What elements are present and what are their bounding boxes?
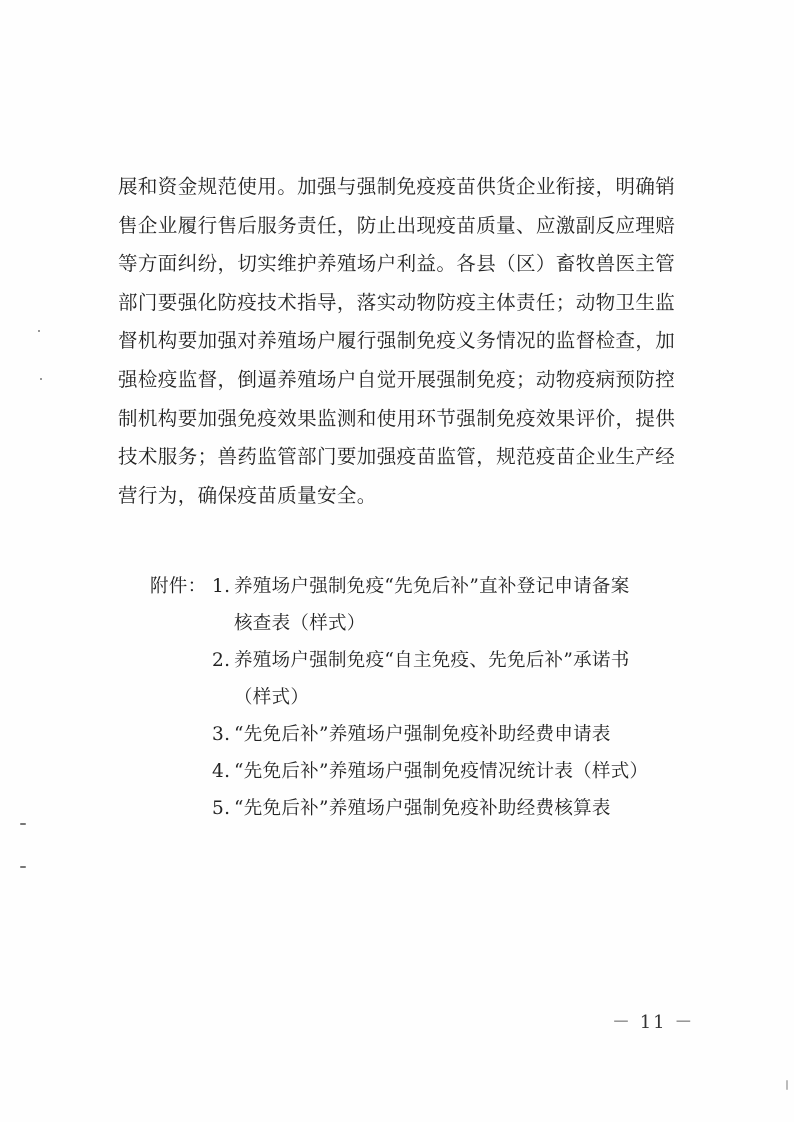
attachment-item	[150, 568, 710, 605]
scan-speck	[20, 823, 26, 825]
body-line: 部门要强化防疫技术指导，落实动物防疫主体责任；动物卫生监	[118, 290, 676, 314]
attachment-item-continued	[150, 605, 710, 642]
scan-speck	[20, 866, 26, 868]
attachment-title-continued: 核查表（样式）	[234, 613, 366, 634]
attachment-title: 养殖场户强制免疫“自主免疫、先免后补”承诺书	[234, 650, 630, 671]
scan-speck	[40, 378, 42, 380]
attachment-number: 5.	[212, 798, 231, 819]
page-number: － 11 －	[612, 1012, 695, 1033]
body-line: 技术服务；兽药监管部门要加强疫苗监管，规范疫苗企业生产经	[118, 445, 676, 469]
attachment-item-continued	[150, 679, 710, 716]
body-line: 强检疫监督，倒逼养殖场户自觉开展强制免疫；动物疫病预防控	[118, 367, 676, 391]
attachment-title: “先免后补”养殖场户强制免疫补助经费申请表	[234, 724, 611, 745]
body-line: 等方面纠纷，切实维护养殖场户利益。各县（区）畜牧兽医主管	[118, 252, 676, 276]
body-line: 营行为，确保疫苗质量安全。	[118, 483, 377, 507]
attachment-title: “先免后补”养殖场户强制免疫补助经费核算表	[234, 798, 611, 819]
body-line: 展和资金规范使用。加强与强制免疫疫苗供货企业衔接，明确销	[118, 175, 676, 198]
attachment-list	[150, 568, 710, 827]
attachment-number: 1.	[212, 576, 231, 597]
attachment-item	[150, 716, 710, 753]
attachment-number: 2.	[212, 650, 231, 671]
attachment-title: “先免后补”养殖场户强制免疫情况统计表（样式）	[234, 761, 649, 782]
attachment-item	[150, 790, 710, 827]
attachment-number: 4.	[212, 761, 231, 782]
attachment-title: 养殖场户强制免疫“先免后补”直补登记申请备案	[234, 576, 630, 597]
body-line: 售企业履行售后服务责任，防止出现疫苗质量、应激副反应理赔	[118, 213, 676, 237]
attachment-item	[150, 753, 710, 790]
attachment-item	[150, 642, 710, 679]
attachment-number: 3.	[212, 724, 231, 745]
scan-speck	[786, 1080, 788, 1090]
scan-speck	[38, 330, 40, 332]
attachment-prefix: 附件：	[150, 576, 207, 597]
body-paragraph	[118, 168, 684, 515]
body-line: 督机构要加强对养殖场户履行强制免疫义务情况的监督检查，加	[118, 329, 676, 353]
body-line: 制机构要加强免疫效果监测和使用环节强制免疫效果评价，提供	[118, 406, 676, 430]
attachment-title-continued: （样式）	[234, 687, 310, 708]
